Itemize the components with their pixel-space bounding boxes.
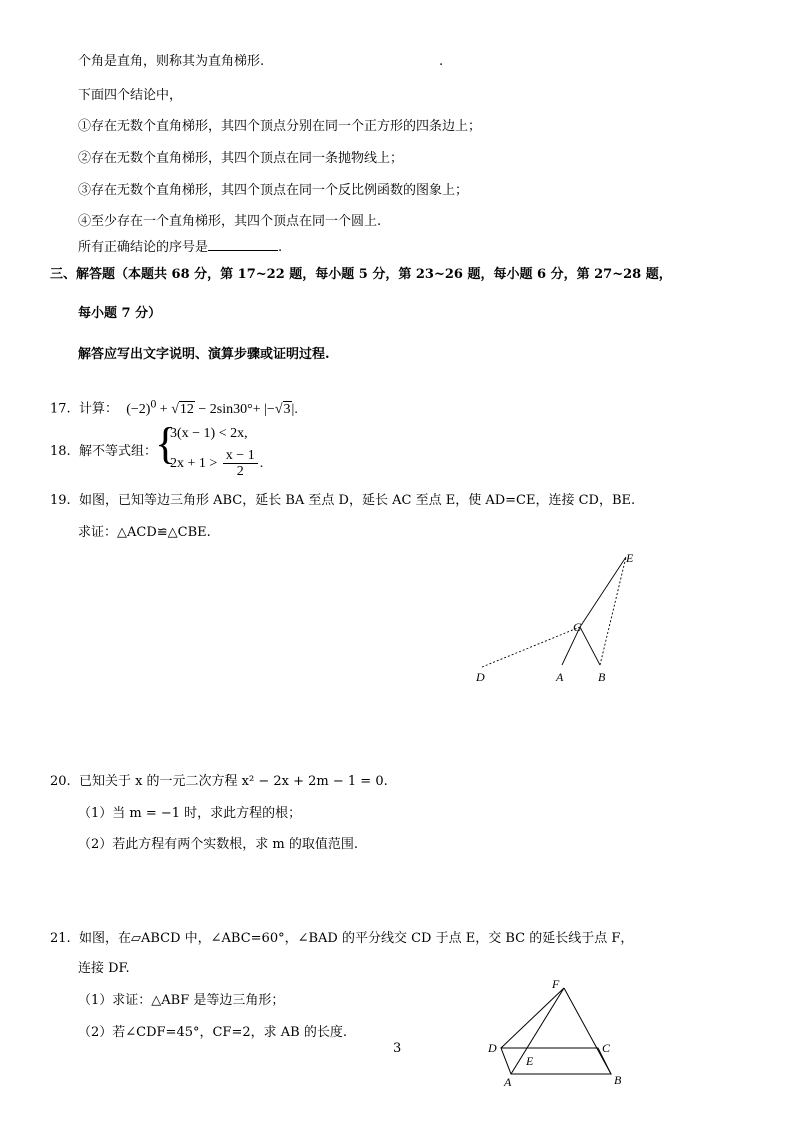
q21-part-1: （1）求证：△ABF 是等边三角形； <box>78 993 285 1008</box>
answer-prompt: 所有正确结论的序号是 . <box>78 240 283 255</box>
label-A: A <box>504 1075 512 1089</box>
question-18: 18. 解不等式组： <box>50 444 157 459</box>
stray-dot: . <box>439 54 444 69</box>
question-17: 17. 计算： $(-2)^0 + √12 - 2\sin 30^\circ+ |-√3|$. <box>50 397 298 417</box>
conclusion-3: ③存在无数个直角梯形，其四个顶点在同一个反比例函数的图象上； <box>78 183 469 198</box>
conclusion-1: ①存在无数个直角梯形，其四个顶点分别在同一个正方形的四条边上； <box>78 119 482 134</box>
inequality-1: 3(x − 1) < 2x, <box>170 426 248 441</box>
parallelogram-ABCD <box>501 1048 611 1074</box>
segment-FB <box>564 988 611 1074</box>
label-B: B <box>614 1073 622 1087</box>
segment-CB <box>580 627 600 665</box>
label-B: B <box>598 670 606 684</box>
q20-part-1: （1）当 m = −1 时，求此方程的根； <box>78 806 302 821</box>
label-E: E <box>526 1054 534 1068</box>
text-line: 个角是直角，则称其为直角梯形. <box>78 54 265 69</box>
segment-CE <box>580 557 626 627</box>
q20-part-2: （2）若此方程有两个实数根，求 m 的取值范围. <box>78 837 358 852</box>
intro-text: 下面四个结论中， <box>78 88 183 103</box>
segment-DC <box>482 627 580 667</box>
label-F: F <box>552 977 560 991</box>
conclusion-2: ②存在无数个直角梯形，其四个顶点在同一条抛物线上； <box>78 151 404 166</box>
question-21: 21. 如图，在▱ABCD 中，∠ABC=60°，∠BAD 的平分线交 CD 于点 E，交 BC 的延长线于点 F， <box>50 931 634 946</box>
label-D: D <box>488 1041 497 1055</box>
section-heading: 三、解答题（本题共 68 分，第 17~22 题，每小题 5 分，第 23~26 题，每小题 6 分，第 27~28 题， <box>50 267 672 282</box>
label-A: A <box>556 670 564 684</box>
label-C: C <box>573 620 582 634</box>
question-20: 20. 已知关于 x 的一元二次方程 x² − 2x + 2m − 1 = 0. <box>50 774 388 789</box>
q17-expression: $(-2)^0 + √12 - 2\sin 30^\circ+ |-√3|$. <box>126 397 298 417</box>
section-note: 解答应写出文字说明、演算步骤或证明过程. <box>78 347 330 362</box>
label-E: E <box>626 551 634 565</box>
q21-text-cont: 连接 DF. <box>78 961 130 976</box>
conclusion-4: ④至少存在一个直角梯形，其四个顶点在同一个圆上. <box>78 214 382 229</box>
label-C: C <box>602 1041 611 1055</box>
system-brace: { <box>155 419 177 468</box>
page-number: 3 <box>393 1041 402 1056</box>
section-heading-cont: 每小题 7 分） <box>78 306 162 321</box>
question-19: 19. 如图，已知等边三角形 ABC，延长 BA 至点 D，延长 AC 至点 E，使 AD=CE，连接 CD，BE. <box>50 493 636 508</box>
parallelogram-figure-21 <box>482 974 632 1090</box>
label-D: D <box>476 670 485 684</box>
triangle-figure-19 <box>470 545 650 690</box>
answer-blank[interactable] <box>208 238 278 251</box>
inequality-2: 2x + 1 > $\frac{x - 1}{2}$ . <box>170 448 264 480</box>
fraction: $\frac{x - 1}{2}$ <box>223 448 258 479</box>
segment-BE <box>600 557 626 665</box>
q19-proof: 求证：△ACD≌△CBE. <box>78 525 211 540</box>
q21-part-2: （2）若∠CDF=45°，CF=2，求 AB 的长度. <box>78 1025 347 1040</box>
